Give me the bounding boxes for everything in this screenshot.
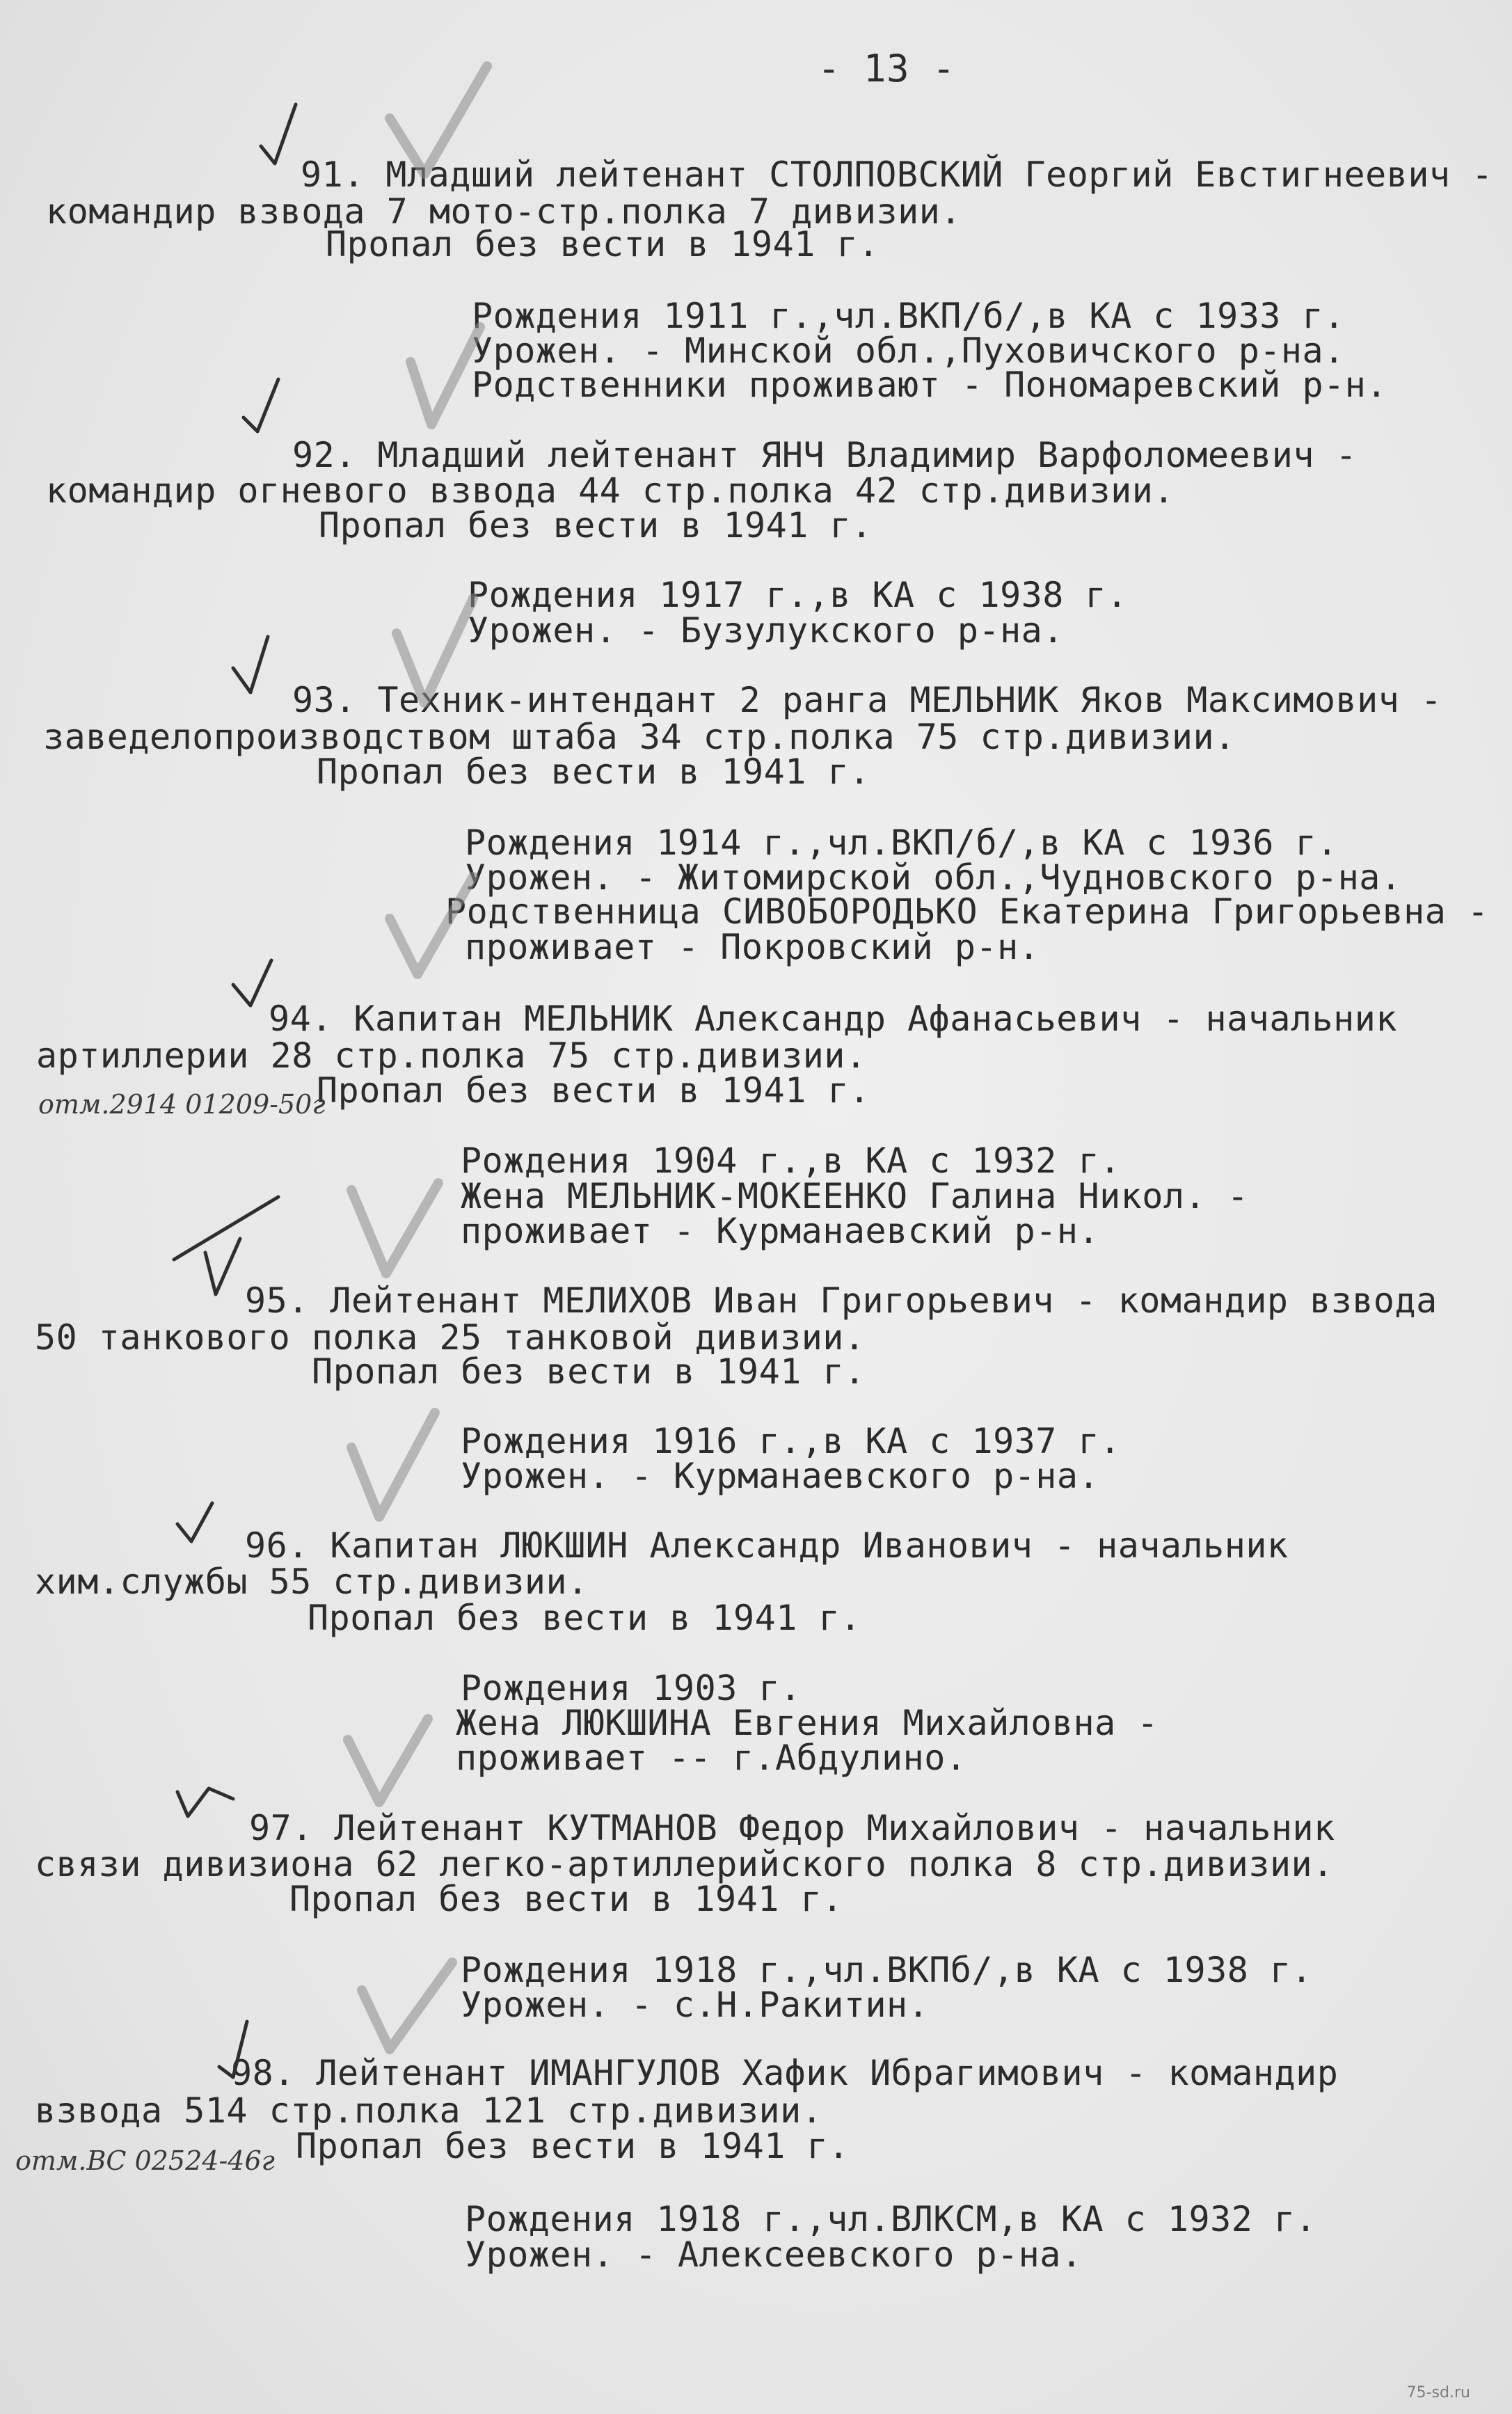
entry-95-detail: Рождения 1916 г.,в КА с 1937 г. — [461, 1421, 1121, 1461]
entry-91-header: 91. Младший лейтенант СТОЛПОВСКИЙ Георгий Евстигнеевич - — [301, 154, 1493, 195]
entry-97-line: связи дивизиона 62 легко-артиллерийского полка 8 стр.дивизии. — [35, 1844, 1334, 1884]
entry-92-header: 92. Младший лейтенант ЯНЧ Владимир Варфоломеевич - — [292, 435, 1358, 475]
entry-93-line: заведелопроизводством штаба 34 стр.полка 75 стр.дивизии. — [43, 717, 1236, 757]
check-icon — [205, 1239, 240, 1294]
grey-check-icon — [351, 1413, 435, 1517]
grey-check-icon — [390, 877, 473, 974]
check-icon — [177, 1503, 212, 1541]
entry-96-detail: Рождения 1903 г. — [461, 1668, 802, 1708]
entry-94-header: 94. Капитан МЕЛЬНИК Александр Афанасьевич - начальник — [269, 999, 1397, 1039]
entry-93-detail: проживает - Покровский р-н. — [465, 927, 1040, 967]
entry-95-missing: Пропал без вести в 1941 г. — [312, 1351, 866, 1392]
entry-94-missing: Пропал без вести в 1941 г. — [317, 1070, 870, 1111]
entry-96-header: 96. Капитан ЛЮКШИН Александр Иванович - начальник — [245, 1525, 1289, 1566]
entry-96-line: хим.службы 55 стр.дивизии. — [35, 1562, 589, 1602]
entry-96-missing: Пропал без вести в 1941 г. — [308, 1598, 861, 1638]
entry-98-detail: Урожен. - Алексеевского р-на. — [465, 2234, 1083, 2275]
entry-92-line: командир огневого взвода 44 стр.полка 42 стр.дивизии. — [46, 470, 1175, 511]
handwritten-note-98: отм.ВС 02524-46г — [15, 2145, 275, 2176]
entry-96-detail: проживает -- г.Абдулино. — [456, 1738, 967, 1778]
entry-93-header: 93. Техник-интендант 2 ранга МЕЛЬНИК Яков Максимович - — [292, 680, 1442, 720]
entry-98-header: 98. Лейтенант ИМАНГУЛОВ Хафик Ибрагимович - командир — [231, 2053, 1339, 2093]
check-icon — [233, 960, 271, 1006]
check-icon — [261, 104, 296, 164]
entry-97-detail: Урожен. - с.Н.Ракитин. — [461, 1985, 930, 2025]
page-number: - 13 - — [818, 47, 956, 90]
entry-91-missing: Пропал без вести в 1941 г. — [326, 224, 880, 264]
check-icon — [177, 1788, 233, 1816]
entry-93-detail: Рождения 1914 г.,чл.ВКП/б/,в КА с 1936 г. — [465, 823, 1338, 863]
check-icon — [233, 637, 268, 692]
entry-97-detail: Рождения 1918 г.,чл.ВКПб/,в КА с 1938 г. — [461, 1950, 1313, 1990]
entry-92-detail: Рождения 1917 г.,в КА с 1938 г. — [468, 575, 1128, 615]
watermark-logo: 75-sd.ru — [1406, 2384, 1470, 2401]
entry-91-detail: Рождения 1911 г.,чл.ВКП/б/,в КА с 1933 г. — [472, 296, 1345, 336]
check-icon — [219, 2022, 247, 2077]
entry-93-missing: Пропал без вести в 1941 г. — [317, 752, 870, 792]
entry-93-detail: Родственница СИВОБОРОДЬКО Екатерина Григорьевна - — [445, 891, 1489, 932]
entry-97-missing: Пропал без вести в 1941 г. — [289, 1879, 843, 1919]
entry-98-detail: Рождения 1918 г.,чл.ВЛКСМ,в КА с 1932 г. — [465, 2199, 1317, 2239]
entry-98-missing: Пропал без вести в 1941 г. — [296, 2126, 850, 2166]
entry-96-detail: Жена ЛЮКШИНА Евгения Михайловна - — [456, 1703, 1159, 1743]
entry-98-line: взвода 514 стр.полка 121 стр.дивизии. — [35, 2090, 823, 2131]
entry-95-header: 95. Лейтенант МЕЛИХОВ Иван Григорьевич - командир взвода — [245, 1280, 1438, 1321]
entry-95-detail: Урожен. - Курманаевского р-на. — [461, 1456, 1100, 1496]
entry-91-detail: Урожен. - Минской обл.,Пуховичского р-на. — [472, 331, 1345, 371]
entry-94-line: артиллерии 28 стр.полка 75 стр.дивизии. — [36, 1035, 867, 1076]
check-icon — [174, 1197, 278, 1260]
entry-97-header: 97. Лейтенант КУТМАНОВ Федор Михайлович - начальник — [249, 1808, 1335, 1848]
entry-93-detail: Урожен. - Житомирской обл.,Чудновского р-на. — [465, 857, 1402, 898]
grey-check-icon — [362, 1962, 452, 2049]
entry-94-detail: Жена МЕЛЬНИК-МОКЕЕНКО Галина Никол. - — [461, 1176, 1249, 1216]
handwritten-note-94: отм.2914 01209-50г — [38, 1089, 326, 1120]
entry-91-line: командир взвода 7 мото-стр.полка 7 дивизии. — [46, 191, 962, 232]
check-icon — [244, 379, 278, 431]
entry-95-line: 50 танкового полка 25 танковой дивизии. — [35, 1317, 866, 1358]
entry-91-detail: Родственники проживают - Пономаревский р-н. — [472, 365, 1387, 405]
grey-check-icon — [351, 1183, 438, 1273]
grey-check-icon — [348, 1719, 428, 1802]
grey-check-icon — [397, 598, 473, 703]
entry-92-detail: Урожен. - Бузулукского р-на. — [468, 610, 1064, 651]
grey-check-icon — [411, 327, 480, 424]
entry-94-detail: проживает - Курманаевский р-н. — [461, 1211, 1100, 1251]
grey-check-icon — [390, 66, 487, 174]
entry-94-detail: Рождения 1904 г.,в КА с 1932 г. — [461, 1141, 1121, 1181]
entry-92-missing: Пропал без вести в 1941 г. — [319, 505, 873, 546]
